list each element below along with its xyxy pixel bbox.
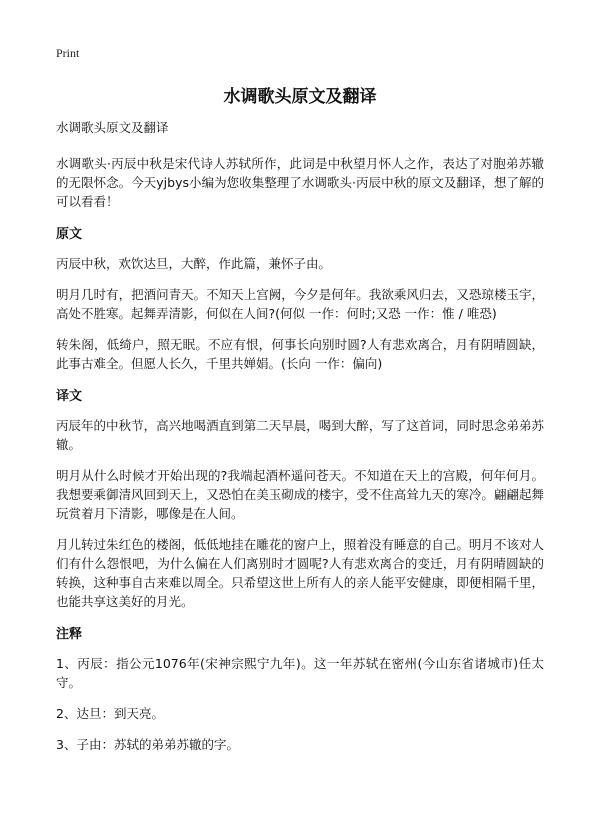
translation-paragraph: 明月从什么时候才开始出现的?我端起酒杯遥问苍天。不知道在天上的宫殿，何年何月。我想要乘御清风回到天上，又恐怕在美玉砌成的楼宇，受不住高耸九天的寒冷。翩翩起舞玩赏着月下清影，哪像是在人间。 — [56, 468, 544, 521]
original-paragraph: 丙辰中秋，欢饮达旦，大醉，作此篇，兼怀子由。 — [56, 256, 332, 271]
note-item: 2、达旦：到天亮。 — [56, 706, 164, 721]
original-paragraph: 转朱阁，低绮户，照无眠。不应有恨，何事长向别时圆?人有悲欢离合，月有阴晴圆缺，此事古难全。但愿人长久，千里共婵娟。(长向 一作：偏向) — [56, 337, 544, 371]
translation-paragraph: 月儿转过朱红色的楼阁，低低地挂在雕花的窗户上，照着没有睡意的自己。明月不该对人们有什么怨恨吧，为什么偏在人们离别时才圆呢?人有悲欢离合的变迁，月有阴晴圆缺的转换，这种事自古来难以周全。只希望这世上所有人的亲人能平安健康，即便相隔千里，也能共享这美好的月光。 — [56, 537, 544, 609]
page-title: 水调歌头原文及翻译 — [223, 87, 377, 107]
original-paragraph: 明月几时有，把酒问青天。不知天上宫阙，今夕是何年。我欲乘风归去，又恐琼楼玉宇，高处不胜寒。起舞弄清影，何似在人间?(何似 一作：何时;又恐 一作：惟 / 唯恐) — [56, 287, 544, 321]
article-body — [56, 118, 544, 766]
section-heading-translation: 译文 — [56, 389, 83, 404]
translation-paragraph: 丙辰年的中秋节，高兴地喝酒直到第二天早晨，喝到大醉，写了这首词，同时思念弟弟苏辙。 — [56, 418, 544, 452]
note-item: 3、子由：苏轼的弟弟苏辙的字。 — [56, 737, 239, 752]
section-heading-notes: 注释 — [56, 627, 83, 642]
section-heading-original: 原文 — [56, 227, 83, 242]
article-subtitle: 水调歌头原文及翻译 — [56, 120, 169, 135]
intro-paragraph: 水调歌头·丙辰中秋是宋代诗人苏轼所作，此词是中秋望月怀人之作，表达了对胞弟苏辙的无限怀念。今天yjbys小编为您收集整理了水调歌头·丙辰中秋的原文及翻译，想了解的可以看看！ — [56, 156, 544, 209]
note-item: 1、丙辰：指公元1076年(宋神宗熙宁九年)。这一年苏轼在密州(今山东省诸城市)任太守。 — [56, 656, 544, 690]
print-link[interactable]: Print — [56, 46, 80, 60]
